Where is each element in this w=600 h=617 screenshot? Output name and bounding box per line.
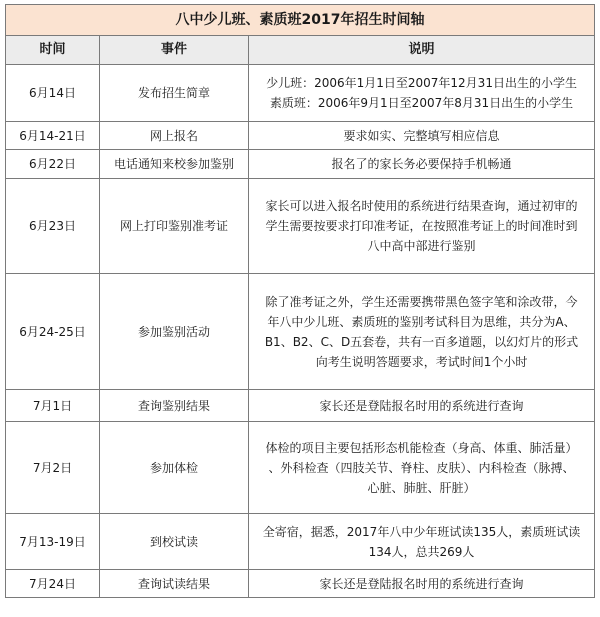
row-time: 6月22日	[6, 150, 100, 179]
header-desc: 说明	[249, 36, 595, 65]
row-desc	[249, 390, 595, 422]
table-row	[6, 65, 595, 122]
table-row	[6, 422, 595, 514]
desc-line: 学生需要按要求打印准考证，在按照准考证上的时间准时到	[265, 219, 578, 233]
row-event: 查询鉴别结果	[100, 390, 249, 422]
desc-line: 全寄宿，据悉，2017年八中少年班试读135人，素质班试读	[262, 524, 581, 539]
row-time: 6月24-25日	[6, 274, 100, 390]
table-row	[6, 514, 595, 570]
row-time: 6月23日	[6, 179, 100, 274]
row-event: 到校试读	[100, 514, 249, 570]
desc-line: 、外科检查（四肢关节、脊柱、皮肤）、内科检查（脉搏、	[268, 460, 575, 475]
desc-line: 要求如实、完整填写相应信息	[343, 128, 500, 143]
header-time: 时间	[6, 36, 100, 65]
row-time: 7月13-19日	[6, 514, 100, 570]
desc-line: 八中高中部进行鉴别	[367, 239, 476, 253]
table-row	[6, 390, 595, 422]
row-event: 网上打印鉴别准考证	[100, 179, 249, 274]
row-time: 7月1日	[6, 390, 100, 422]
desc-line: 少儿班：2006年1月1日至2007年12月31日出生的小学生	[266, 76, 577, 90]
row-desc	[249, 122, 595, 150]
row-event: 电话通知来校参加鉴别	[100, 150, 249, 179]
row-event: 参加体检	[100, 422, 249, 514]
desc-line: 报名了的家长务必要保持手机畅通	[331, 157, 512, 171]
row-desc	[249, 514, 595, 570]
row-desc	[249, 570, 595, 598]
row-event: 参加鉴别活动	[100, 274, 249, 390]
desc-line: 素质班：2006年9月1日至2007年8月31日出生的小学生	[269, 96, 574, 110]
table-row	[6, 274, 595, 390]
title-row	[6, 5, 595, 36]
desc-line: B1、B2、C、D五套卷，共有一百多道题，以幻灯片的形式	[264, 334, 579, 349]
row-event: 发布招生简章	[100, 65, 249, 122]
table-row	[6, 122, 595, 150]
row-event: 查询试读结果	[100, 570, 249, 598]
row-time: 7月2日	[6, 422, 100, 514]
row-time: 7月24日	[6, 570, 100, 598]
table-row	[6, 570, 595, 598]
row-desc	[249, 422, 595, 514]
header-row	[6, 36, 595, 65]
desc-line: 年八中少儿班、素质班的鉴别考试科目为思维，共分为A、	[267, 314, 576, 329]
desc-line: 除了准考证之外，学生还需要携带黑色签字笔和涂改带，今	[265, 294, 578, 309]
desc-line: 家长还是登陆报名时用的系统进行查询	[319, 576, 524, 591]
row-time: 6月14-21日	[6, 122, 100, 150]
desc-line: 134人，总共269人	[368, 544, 475, 559]
row-desc	[249, 150, 595, 179]
desc-line: 家长还是登陆报名时用的系统进行查询	[319, 398, 524, 413]
table-row	[6, 179, 595, 274]
timeline-table	[5, 4, 595, 598]
desc-line: 向考生说明答题要求，考试时间1个小时	[315, 354, 528, 369]
row-desc	[249, 179, 595, 274]
table-row	[6, 150, 595, 179]
desc-line: 体检的项目主要包括形态机能检查（身高、体重、肺活量）	[265, 440, 578, 455]
desc-line: 心脏、肺脏、肝脏）	[367, 480, 476, 495]
row-event: 网上报名	[100, 122, 249, 150]
desc-line: 家长可以进入报名时使用的系统进行结果查询，通过初审的	[265, 199, 578, 213]
header-event: 事件	[100, 36, 249, 65]
row-desc	[249, 65, 595, 122]
timeline-table-wrapper	[5, 4, 594, 598]
table-title: 八中少儿班、素质班2017年招生时间轴	[6, 5, 595, 36]
row-desc	[249, 274, 595, 390]
row-time: 6月14日	[6, 65, 100, 122]
